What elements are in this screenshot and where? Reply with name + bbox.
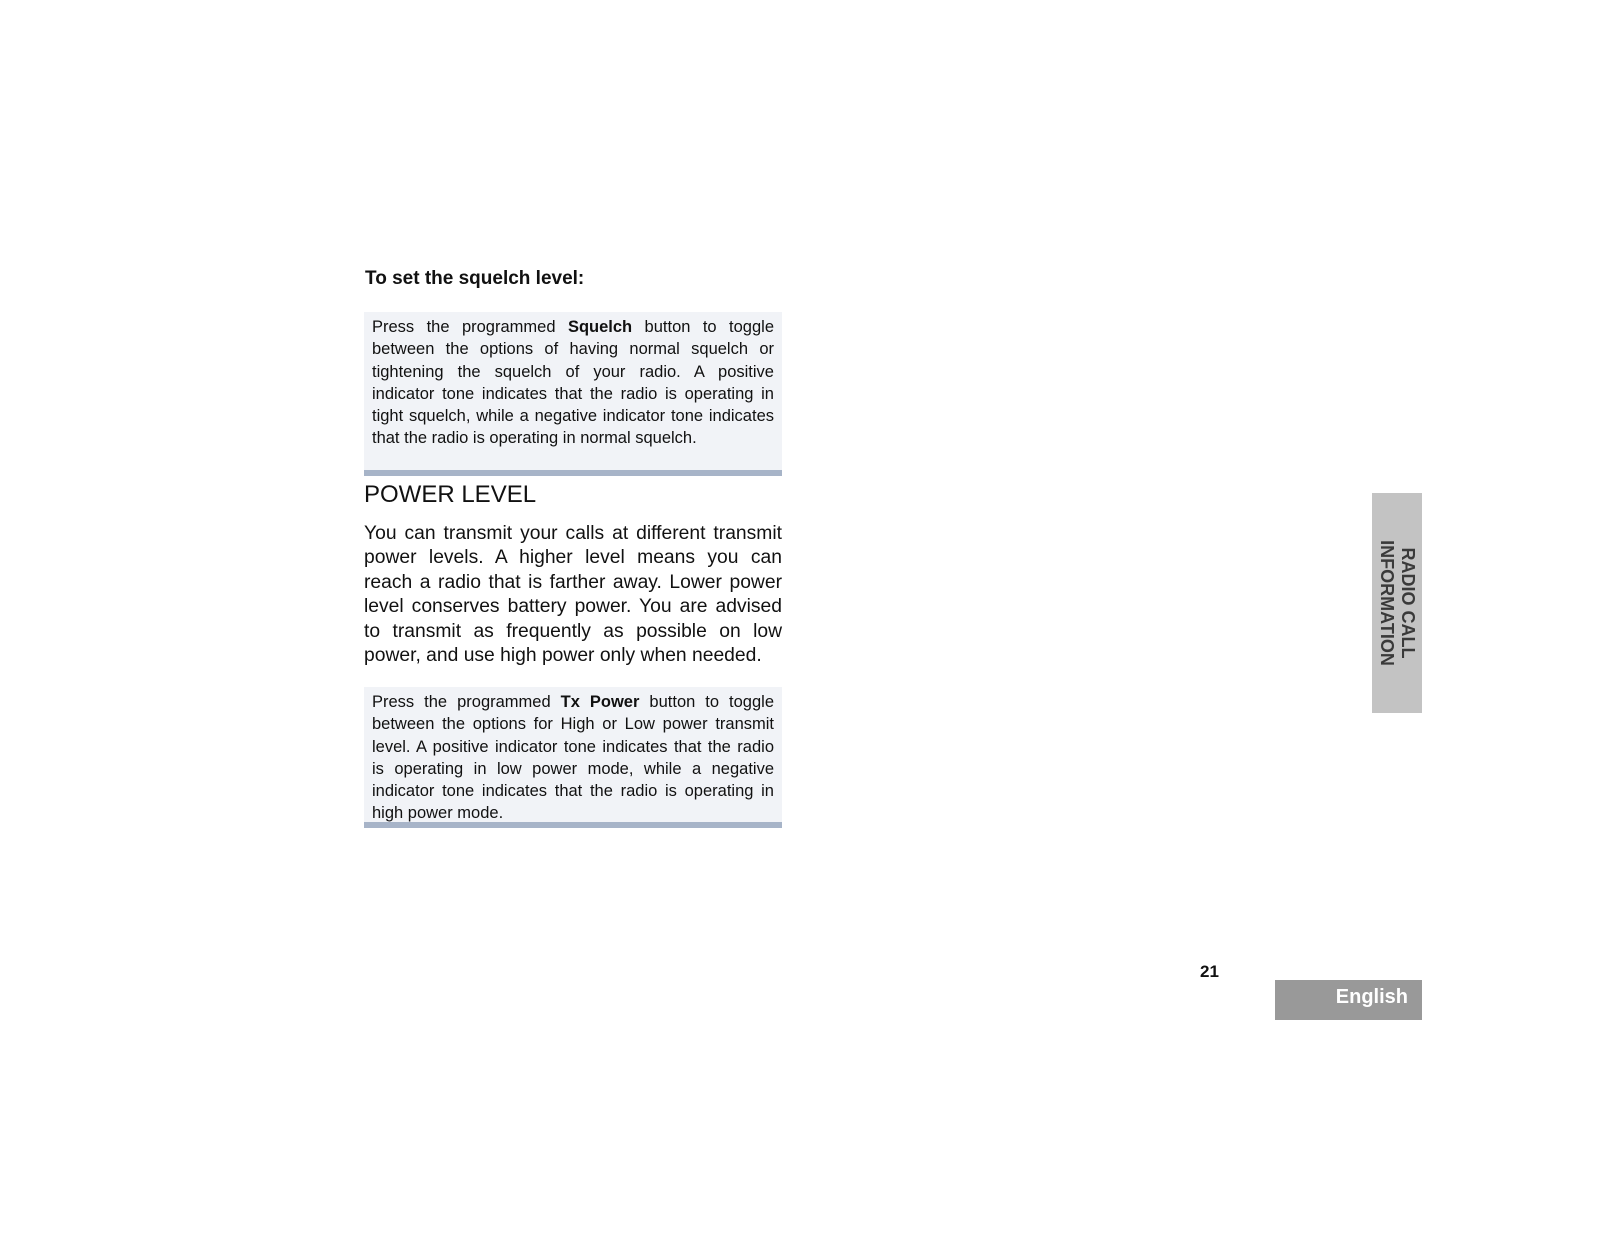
power-step-text-before: Press the programmed xyxy=(372,693,561,711)
side-tab-line-1: RADIO CALL xyxy=(1398,547,1418,659)
power-level-heading: POWER LEVEL xyxy=(364,481,537,508)
side-tab-line-2: INFORMATION xyxy=(1377,540,1397,666)
section-side-tab xyxy=(1372,493,1422,713)
language-tab: English xyxy=(1275,980,1422,1020)
page-number: 21 xyxy=(1200,962,1219,981)
power-step-box xyxy=(364,687,782,828)
tx-power-button-name: Tx Power xyxy=(560,693,640,711)
squelch-step-box xyxy=(364,312,782,476)
power-step-text xyxy=(372,691,774,825)
squelch-step-text xyxy=(372,316,774,450)
squelch-button-name: Squelch xyxy=(567,318,633,336)
section-side-tab-label xyxy=(1376,513,1418,693)
squelch-step-text-before: Press the programmed xyxy=(372,318,568,336)
power-level-paragraph: You can transmit your calls at different transmit power levels. A higher level means you can reach a radio that is farther away. Lower power level conserves battery power. You are advised to transmit as frequently as possible on low power, and use high power only when needed. xyxy=(364,523,782,667)
squelch-step-text-after: button to toggle between the options of having normal squelch or tightening the squelch of your radio. A positive indicator tone indicates that the radio is operating in tight squelch, while a negative indicator tone indicates that the radio is operating in normal squelch. xyxy=(372,318,774,448)
squelch-heading: To set the squelch level: xyxy=(365,268,585,289)
power-step-text-after: button to toggle between the options for High or Low power transmit level. A positive indicator tone indicates that the radio is operating in low power mode, while a negative indicator tone indicates that the radio is operating in high power mode. xyxy=(372,693,774,823)
